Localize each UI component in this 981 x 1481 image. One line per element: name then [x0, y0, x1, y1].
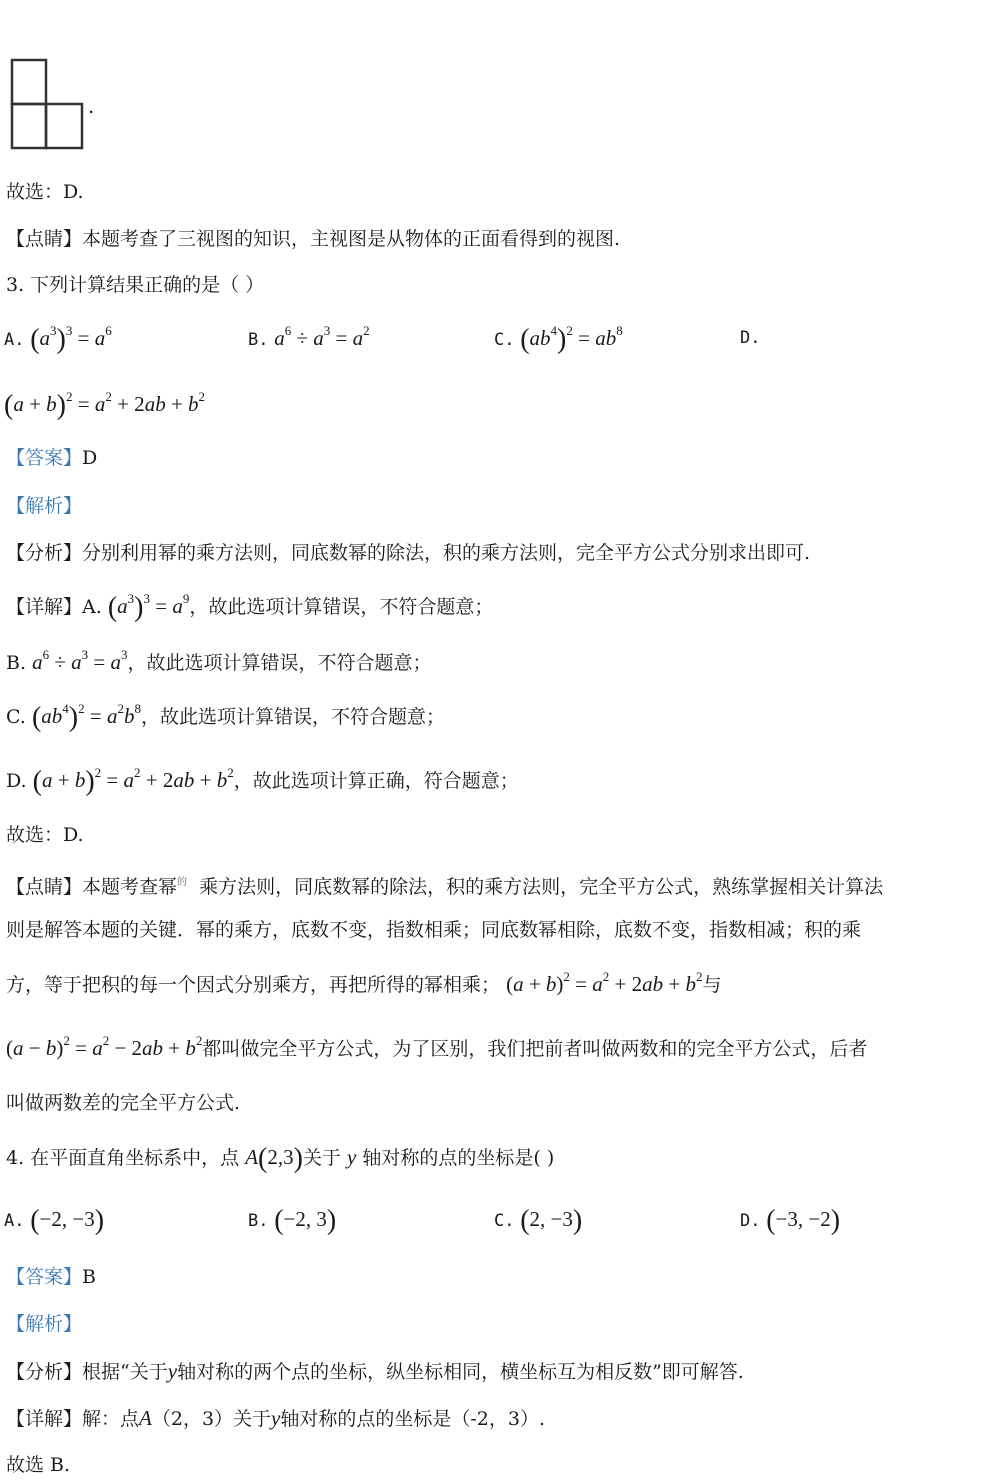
detail-expr: $(a + b)^2 = a^2 + 2ab + b^2$: [32, 765, 234, 797]
option-expr: (−3, −2): [766, 1205, 841, 1236]
q3-stem: 3. 下列计算结果正确的是（ ）: [6, 274, 265, 296]
option-label: D.: [740, 328, 761, 348]
stem-text: 轴对称的点的坐标是( ): [362, 1147, 555, 1169]
q3-dianjing-4: [6, 1033, 868, 1061]
y-var: y: [167, 1359, 178, 1383]
detail-text: ，故此选项计算错误，不符合题意；: [189, 596, 494, 618]
q3-fenxi: [6, 541, 810, 565]
q4-option-d[interactable]: [740, 1205, 841, 1236]
stem-text: 4. 在平面直角坐标系中，点: [6, 1147, 240, 1169]
y-axis-var: y: [347, 1145, 357, 1169]
option-label: A.: [4, 330, 25, 350]
q4-option-c[interactable]: [494, 1205, 583, 1236]
q3-option-d[interactable]: [740, 326, 760, 350]
q3-dianjing-2: 则是解答本题的关键．幂的乘方，底数不变，指数相乘；同底数幂相除，底数不变，指数相减；积的乘: [6, 919, 862, 941]
option-expr: (2, −3): [520, 1205, 583, 1236]
fenxi-tag: 【分析】: [6, 1361, 83, 1383]
detail-text: ，故此选项计算正确，符合题意；: [233, 770, 519, 792]
dianjing-text: 本题考查了三视图的知识，主视图是从物体的正面看得到的视图.: [82, 228, 621, 250]
q4-detail: [6, 1406, 545, 1431]
detail-expr: $(a^3)^3 = a^9$: [107, 591, 190, 623]
xiangjie-tag: 【详解】: [6, 1408, 83, 1430]
detail-text: 解：点: [82, 1408, 140, 1430]
q4-answer: [6, 1265, 96, 1289]
q4-analysis-tag: 【解析】: [6, 1313, 83, 1335]
q4-stem: [6, 1143, 555, 1174]
answer-tag: 【答案】: [6, 1266, 83, 1288]
fenxi-text: 轴对称的两个点的坐标，纵坐标相同，横坐标互为相反数”即可解答.: [177, 1361, 744, 1383]
fenxi-tag: 【分析】: [6, 542, 83, 564]
q4-choice: 故选 B.: [6, 1454, 71, 1476]
option-expr: $(ab^4)^2 = ab^8$: [520, 323, 623, 355]
dianjing-text: 与: [702, 974, 722, 996]
q3-option-d-expr: $(a + b)^2 = a^2 + 2ab + b^2$: [4, 389, 206, 421]
option-label: D.: [740, 1211, 761, 1231]
q4-option-a[interactable]: [4, 1205, 105, 1236]
y-var: y: [271, 1406, 281, 1430]
q3-analysis-tag: 【解析】: [6, 495, 83, 517]
q3-answer: [6, 446, 97, 470]
detail-expr: $a^6 \div a^3 = a^3$: [32, 647, 128, 674]
q3-dianjing-3: [6, 969, 722, 997]
detail-label: C.: [6, 706, 26, 728]
q3-dianjing-1: [6, 871, 883, 899]
option-expr: $(a^3)^3 = a^6$: [30, 323, 112, 355]
option-expr: (−2, −3): [30, 1205, 105, 1236]
detail-label: A.: [82, 596, 102, 618]
option-label: B.: [248, 330, 269, 350]
option-expr: (−2, 3): [274, 1205, 337, 1236]
three-view-figure: [10, 58, 86, 150]
detail-label: D.: [6, 770, 27, 792]
q3-option-b[interactable]: [248, 323, 370, 352]
top-choice: 故选：D.: [6, 181, 84, 203]
point-a: A(2,3): [245, 1143, 303, 1174]
dianjing-text: 方，等于把积的每一个因式分别乘方，再把所得的幂相乘；: [6, 974, 501, 996]
detail-expr: $(ab^4)^2 = a^2b^8$: [31, 701, 141, 733]
detail-text: ，故此选项计算错误，不符合题意；: [127, 652, 432, 674]
q2-dianjing: [6, 227, 620, 251]
figure-period: .: [88, 94, 95, 118]
fenxi-text: 分别利用幂的乘方法则，同底数幂的除法，积的乘方法则，完全平方公式分别求出即可.: [82, 542, 811, 564]
answer-value: B: [82, 1266, 96, 1288]
q4-fenxi: [6, 1359, 744, 1384]
option-label: B.: [248, 1211, 269, 1231]
q3-option-a[interactable]: [4, 323, 112, 355]
dianjing-text: 乘方法则，同底数幂的除法，积的乘方法则，完全平方公式，熟练掌握相关计算法: [199, 876, 884, 898]
answer-tag: 【答案】: [6, 447, 83, 469]
q3-detail-a: [6, 591, 494, 623]
stem-text: 关于: [302, 1147, 341, 1169]
q3-choice: 故选：D.: [6, 824, 84, 846]
detail-text: 轴对称的点的坐标是（-2，3）.: [280, 1408, 546, 1430]
point-var: A: [139, 1406, 152, 1430]
q3-option-c[interactable]: [494, 323, 623, 355]
answer-value: D: [82, 447, 98, 469]
option-label: C.: [494, 330, 515, 350]
q4-option-b[interactable]: [248, 1205, 337, 1236]
option-expr: $a^6 \div a^3 = a^2$: [274, 323, 370, 350]
dianjing-text: 本题考查幂: [82, 876, 178, 898]
q3-detail-c: [6, 701, 445, 733]
q3-detail-d: [6, 765, 519, 797]
q3-detail-b: [6, 647, 432, 675]
q3-dianjing-5: 叫做两数差的完全平方公式.: [6, 1092, 241, 1114]
option-label: C.: [494, 1211, 515, 1231]
dianjing-text: 都叫做完全平方公式，为了区别，我们把前者叫做两数和的完全平方公式，后者: [202, 1038, 868, 1060]
fenxi-text: 根据“关于: [82, 1361, 168, 1383]
detail-text: ，故此选项计算错误，不符合题意；: [140, 706, 445, 728]
formula-sum-square: $(a + b)^2 = a^2 + 2ab + b^2$: [506, 969, 703, 996]
dianjing-tag: 【点睛】: [6, 228, 83, 250]
detail-label: B.: [6, 652, 27, 674]
dianjing-tag: 【点睛】: [6, 876, 83, 898]
xiangjie-tag: 【详解】: [6, 596, 83, 618]
dianjing-fragment: 的: [177, 877, 188, 888]
detail-text: （2，3）关于: [151, 1408, 272, 1430]
option-label: A.: [4, 1211, 25, 1231]
formula-diff-square: $(a - b)^2 = a^2 - 2ab + b^2$: [6, 1033, 203, 1060]
